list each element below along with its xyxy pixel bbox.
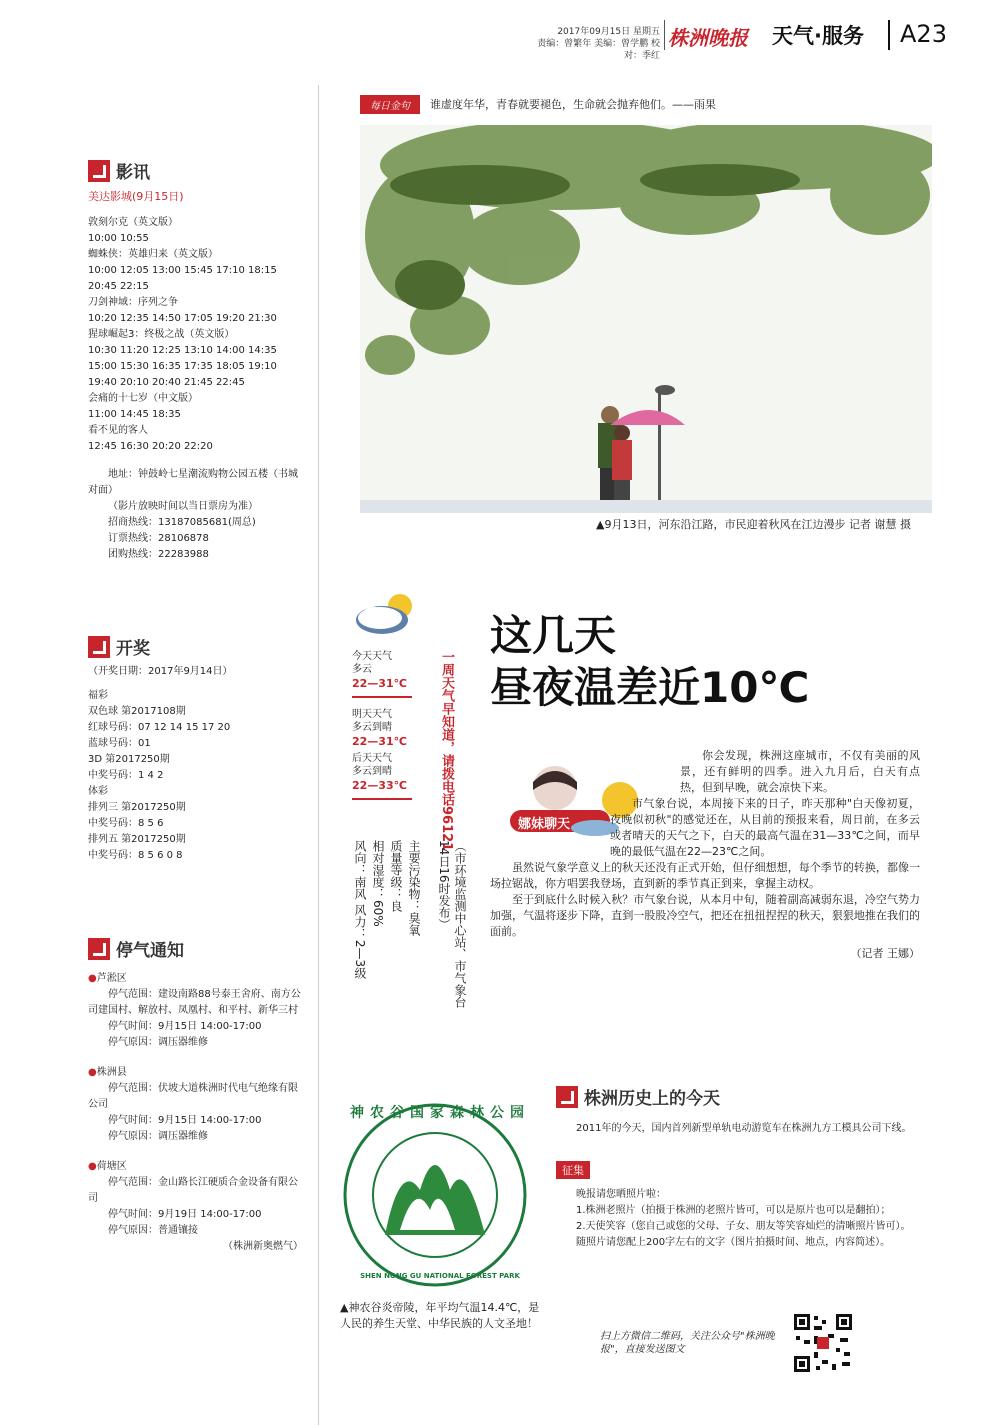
columnist-logo-text: 娜妹聊天 [518,817,571,832]
daily-quote [360,90,932,118]
history-title-text: 株洲历史上的今天 [584,1089,720,1109]
lottery-line: 排列三 第2017250期 [88,802,186,813]
outage-section [88,936,303,1255]
collect-tag: 征集 [556,1161,590,1179]
history-section [556,1084,916,1251]
article-paragraph: 市气象台说，本周接下来的日子，昨天那种"白天像初夏，夜晚似初秋"的感觉还在，从目前的预报来看，周日前，在多云或者晴天的天气之下，白天的最高气温在31—33℃之间，而早晚的最低气温在22—23℃之间。 [610,797,920,858]
movie-line: 12:45 16:30 20:20 22:20 [88,441,213,452]
after-temp: 22—33℃ [352,779,407,792]
cloud-icon [352,588,422,642]
park-name-cn: 神农谷国家森林公园 [350,1105,530,1121]
air-wind: 风向：南风 风力：2—3级 [353,840,367,980]
collect-header [556,1159,916,1179]
qr-note: 扫上方微信二维码，关注公众号"株洲晚报"，直接发送图文 [600,1331,775,1355]
lottery-section [88,634,303,864]
movie-line: 10:20 12:35 14:50 17:05 19:20 21:30 [88,313,277,324]
today-label: 今天天气 [352,651,392,662]
movie-line: 猩球崛起3：终极之战（英文版） [88,329,235,340]
park-caption: ▲神农谷炎帝陵，年平均气温14.4℃，是人民的养生天堂、中华民族的人文圣地！ [340,1301,540,1330]
lottery-title-text: 开奖 [116,639,150,659]
divider [352,696,412,698]
today-temp: 22—31℃ [352,677,407,690]
after-desc: 多云到晴 [352,766,392,777]
movies-section [88,158,303,563]
lottery-line: 中奖号码：8 5 6 [88,818,164,829]
air-quality-level: 质量等级：良 [389,840,403,912]
header-bar [888,20,890,50]
weather-forecast [352,650,422,804]
outage-reason: 停气原因：普通镶接 [108,1225,198,1236]
headline-line2: 昼夜温差近10℃ [490,663,810,712]
article-author: （记者 王娜） [850,947,920,960]
movie-line: 会痛的十七岁（中文版） [88,393,198,404]
lottery-line: 中奖号码：8 5 6 0 8 [88,850,183,861]
lottery-line: 双色球 第2017108期 [88,706,186,717]
today-desc: 多云 [352,664,372,675]
headline [490,610,809,714]
outage-area: ●荷塘区 [88,1161,127,1172]
history-title [556,1084,916,1109]
qr-code[interactable] [792,1312,854,1378]
collect-line: 晚报请您晒照片啦： [576,1189,666,1200]
movie-line: 11:00 14:45 18:35 [88,409,181,420]
headline-line1: 这几天 [490,611,617,660]
outage-time: 停气时间：9月19日 14:00-17:00 [108,1209,262,1220]
header-date: 2017年09月15日 星期五 [557,27,660,37]
weather-article [490,748,920,962]
outage-range: 停气范围：伏坡大道株洲时代电气绝缘有限公司 [88,1083,298,1110]
riverside-photo [360,125,932,513]
history-text: 2011年的今天，国内首列新型单轨电动游览车在株洲九方工模具公司下线。 [576,1123,912,1134]
tomorrow-label: 明天天气 [352,709,392,720]
header-divider [664,20,665,50]
lottery-line: 红球号码：07 12 14 15 17 20 [88,722,231,733]
weather-source: （市环境监测中心站、市气象台14日16时发布） [437,840,467,1008]
lottery-date: （开奖日期：2017年9月14日） [88,666,233,677]
outage-range: 停气范围：建设南路88号泰王舍府、南方公司建国村、解放村、凤凰村、和平村、新华三村 [88,989,301,1016]
cinema-phone: 团购热线：22283988 [108,549,209,560]
park-emblem [340,1100,530,1294]
cinema-note: （影片放映时间以当日票房为准） [108,501,258,512]
outage-time: 停气时间：9月15日 14:00-17:00 [108,1021,262,1032]
photo-caption: ▲9月13日，河东沿江路，市民迎着秋风在江边漫步 记者 谢慧 摄 [596,518,911,531]
movie-line: 19:40 20:10 20:40 21:45 22:45 [88,377,245,388]
outage-source: （株洲新奥燃气） [223,1241,303,1252]
movie-line: 10:00 10:55 [88,233,149,244]
movie-line: 10:30 11:20 12:25 13:10 14:00 14:35 [88,345,277,356]
lottery-line: 中奖号码：1 4 2 [88,770,164,781]
movie-line: 20:45 22:15 [88,281,149,292]
outage-area: ●株洲县 [88,1067,127,1078]
lottery-line: 体彩 [88,786,108,797]
outage-reason: 停气原因：调压器维修 [108,1037,208,1048]
article-paragraph: 虽然说气象学意义上的秋天还没有正式开始，但仔细想想，每个季节的转换，都像一场拉锯战，你方唱罢我登场，直到新的季节真正到来，拿握主动权。 [490,861,920,890]
header-editors: 责编：曾繁年 美编：曾学鹏 校对：季红 [537,39,660,61]
movie-line: 敦刻尔克（英文版） [88,217,178,228]
movies-title [88,158,303,183]
cinema-address: 地址：钟鼓岭七星潮流购物公园五楼（书城对面） [88,469,298,496]
park-name-en: SHEN NONG GU NATIONAL FOREST PARK [360,1272,520,1280]
arrow-icon [88,160,110,182]
movie-line: 刀剑神域：序列之争 [88,297,178,308]
article-paragraph: 至于到底什么时候入秋？市气象台说，从本月中旬，随着副高减弱东退，冷空气势力加强，气温将逐步下降，直到一股股冷空气，把还在扭扭捏捏的秋天，狠狠地推在我们的面前。 [490,893,920,938]
newspaper-logo: 株洲晚报 [668,26,748,50]
outage-reason: 停气原因：调压器维修 [108,1131,208,1142]
tomorrow-desc: 多云到晴 [352,722,392,733]
outage-title-text: 停气通知 [116,941,184,961]
collect-line: 1.株洲老照片（拍摄于株洲的老照片皆可，可以是原片也可以是翻拍）； [576,1205,891,1216]
weather-hotline: 一周天气早知道，请拨电话96121 [439,650,454,852]
movie-line: 15:00 15:30 16:35 17:35 18:05 19:10 [88,361,277,372]
column-divider [318,85,319,1425]
movie-line: 看不见的客人 [88,425,148,436]
collect-line: 2.天使笑容（您自己或您的父母、子女、朋友等笑容灿烂的清晰照片皆可）。 [576,1221,911,1232]
article-paragraph: 你会发现，株洲这座城市，不仅有美丽的风景，还有鲜明的四季。进入九月后，白天有点热，但到早晚，就会凉快下来。 [680,749,920,794]
lottery-line: 排列五 第2017250期 [88,834,186,845]
collect-line: 随照片请您配上200字左右的文字（图片拍摄时间、地点，内容简述）。 [576,1237,891,1248]
outage-range: 停气范围：金山路长江硬质合金设备有限公司 [88,1177,298,1204]
outage-area: ●芦淞区 [88,973,127,984]
movie-line: 蜘蛛侠：英雄归来（英文版） [88,249,218,260]
air-quality [352,840,422,995]
lottery-line: 福彩 [88,690,108,701]
lottery-title [88,634,303,659]
quote-tag: 每日金句 [360,95,420,114]
arrow-icon [88,636,110,658]
quote-text: 谁虚度年华，青春就要褪色，生命就会抛弃他们。——雨果 [430,98,716,111]
arrow-icon [88,938,110,960]
section-title: 天气·服务 [772,24,864,48]
movie-line: 10:00 12:05 13:00 15:45 17:10 18:15 [88,265,277,276]
outage-time: 停气时间：9月15日 14:00-17:00 [108,1115,262,1126]
cinema-phone: 订票热线：28106878 [108,533,209,544]
air-pollutant: 主要污染物：臭氧 [407,840,421,936]
cinema-phone: 招商热线：13187085681(周总) [108,517,256,528]
movies-title-text: 影讯 [116,163,150,183]
divider [352,798,412,800]
lottery-line: 3D 第2017250期 [88,754,170,765]
air-humidity: 相对湿度：60% [371,840,385,927]
outage-title [88,936,303,961]
page-number: A23 [900,20,947,48]
lottery-line: 蓝球号码：01 [88,738,151,749]
after-label: 后天天气 [352,753,392,764]
arrow-icon [556,1086,578,1108]
tomorrow-temp: 22—31℃ [352,735,407,748]
header-meta [520,26,660,62]
cinema-name: 美达影城(9月15日) [88,190,184,203]
